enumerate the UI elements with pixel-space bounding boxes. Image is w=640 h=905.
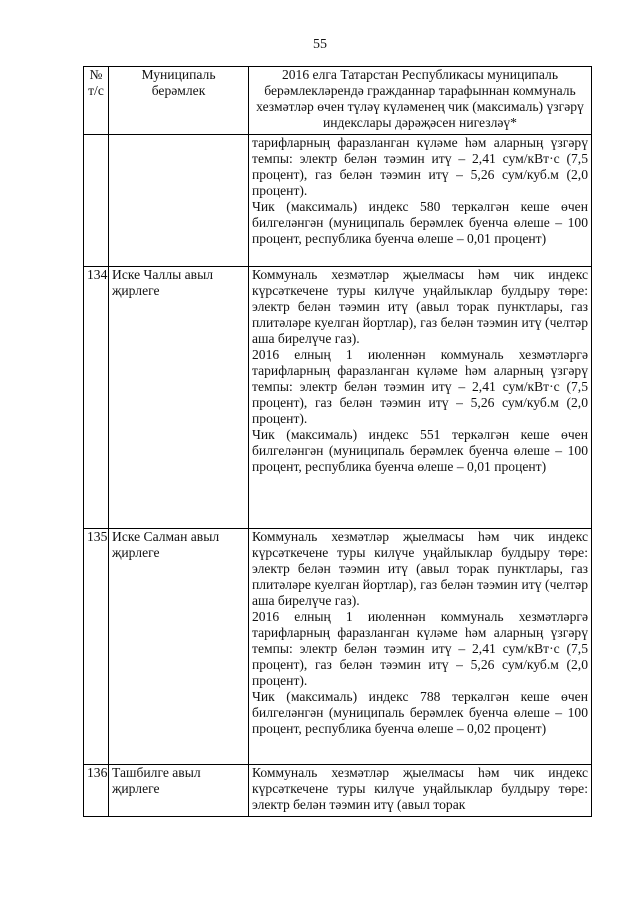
row-text — [249, 765, 592, 817]
row-municipality: Иске Чаллы авыл җирлеге — [109, 267, 249, 529]
header-municipality-line1: Муниципаль — [141, 67, 216, 82]
page-number: 55 — [313, 37, 327, 52]
table-header-row — [84, 67, 592, 135]
tariff-index-table — [83, 66, 592, 817]
row-text — [249, 135, 592, 267]
row-paragraph: Коммуналь хезмәтләр җыелмасы һәм чик индекс күрсәткечене туры килүче уңайлыклар булдыру төре: электр белән тәэмин итү (авыл торак пунктлары, газ плитәләре куелган йортлар), газ белән тәэмин итү (челтәр аша бирелүче газ). — [252, 267, 588, 346]
row-paragraph: Чик (максималь) индекс 580 теркәлгән кеше өчен билгеләнгән (муниципаль берәмлек буенча өлеше – 100 процент, республика буенча өлеше – 0,01 процент) — [252, 199, 588, 246]
table-row — [84, 529, 592, 765]
header-title: 2016 елга Татарстан Республикасы муниципаль берәмлекләрендә гражданнар тарафыннан коммуналь хезмәтләр өчен түләү күләменең чик (максималь) үзгәрү индекслары дәрәҗәсен нигезләү* — [249, 67, 592, 135]
row-text — [249, 267, 592, 529]
row-number: 135 — [84, 529, 109, 765]
row-paragraph: Коммуналь хезмәтләр җыелмасы һәм чик индекс күрсәткечене туры килүче уңайлыклар булдыру төре: электр белән тәэмин итү (авыл торак пунктлары, газ плитәләре куелган йортлар), газ белән тәэмин итү (челтәр аша бирелүче газ). — [252, 529, 588, 608]
header-number-line1: № — [89, 67, 103, 82]
row-paragraph: 2016 елның 1 июленнән коммуналь хезмәтләргә тарифларның фаразланган күләме һәм аларның үзгәрү темпы: электр белән тәэмин итү – 2,41 сум/кВт·с (7,5 процент), газ белән тәэмин итү – 5,26 сум/куб.м (2,0 процент). — [252, 609, 588, 688]
row-number: 136 — [84, 765, 109, 817]
table-row — [84, 765, 592, 817]
table-row — [84, 135, 592, 267]
row-paragraph: 2016 елның 1 июленнән коммуналь хезмәтләргә тарифларның фаразланган күләме һәм аларның үзгәрү темпы: электр белән тәэмин итү – 2,41 сум/кВт·с (7,5 процент), газ белән тәэмин итү – 5,26 сум/куб.м (2,0 процент). — [252, 347, 588, 426]
table-row — [84, 267, 592, 529]
row-paragraph: Чик (максималь) индекс 551 теркәлгән кеше өчен билгеләнгән (муниципаль берәмлек буенча өлеше – 100 процент, республика буенча өлеше – 0,01 процент) — [252, 427, 588, 474]
header-number — [84, 67, 109, 135]
row-number: 134 — [84, 267, 109, 529]
row-paragraph: Коммуналь хезмәтләр җыелмасы һәм чик индекс күрсәткечене туры килүче уңайлыклар булдыру төре: электр белән тәэмин итү (авыл торак — [252, 765, 588, 812]
header-number-line2: т/с — [88, 83, 104, 98]
row-municipality: Иске Салман авыл җирлеге — [109, 529, 249, 765]
row-text — [249, 529, 592, 765]
header-municipality-line2: берәмлек — [151, 83, 206, 98]
row-municipality: Ташбилге авыл җирлеге — [109, 765, 249, 817]
header-municipality — [109, 67, 249, 135]
row-municipality — [109, 135, 249, 267]
row-paragraph: Чик (максималь) индекс 788 теркәлгән кеше өчен билгеләнгән (муниципаль берәмлек буенча өлеше – 100 процент, республика буенча өлеше – 0,02 процент) — [252, 689, 588, 736]
row-paragraph: тарифларның фаразланган күләме һәм аларның үзгәрү темпы: электр белән тәэмин итү – 2,41 сум/кВт·с (7,5 процент), газ белән тәэмин итү – 5,26 сум/куб.м (2,0 процент). — [252, 135, 588, 198]
row-number — [84, 135, 109, 267]
